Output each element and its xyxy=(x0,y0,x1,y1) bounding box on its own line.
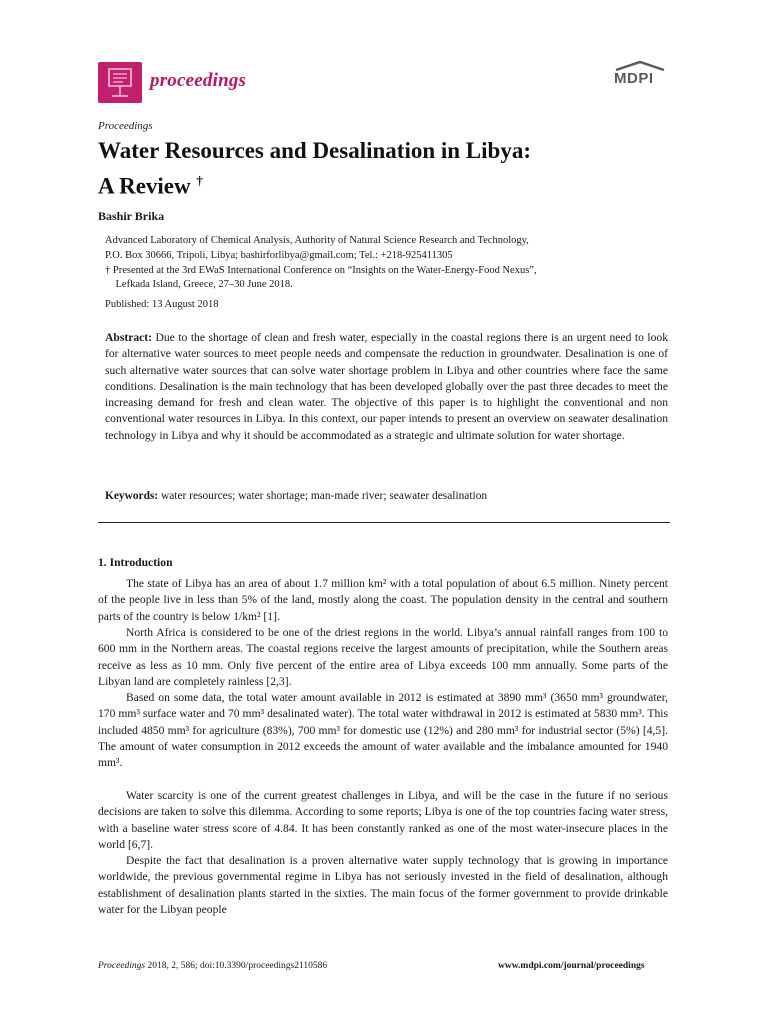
journal-logo xyxy=(98,62,142,103)
title-line-2: A Review xyxy=(98,173,191,199)
affiliation-line: Advanced Laboratory of Chemical Analysis, Authority of Natural Science Research and Technology, xyxy=(105,235,529,246)
article-type: Proceedings xyxy=(98,120,153,132)
section-title: 1. Introduction xyxy=(98,556,173,569)
published-date: Published: 13 August 2018 xyxy=(105,299,219,310)
abstract-text: Due to the shortage of clean and fresh water, especially in the coastal regions there is an urgent need to look for alternative water sources to meet people needs and compensate the reduction in groundwater. Desalination is one of such alternative water sources that can solve water shortage problem in Libya and other countries where face the same conditions. Desalination is the main technology that has been developed globally over the past three decades to meet the increasing demand for fresh and clean water. The objective of this paper is to highlight the conventional and non conventional water resources in Libya. In this context, our paper intends to present an overview on seawater desalination technology in Libya and why it should be accommodated as a strategic and ultimate solution for water shortage. xyxy=(105,331,668,442)
keywords-label: Keywords: xyxy=(105,490,159,502)
keywords-text: water resources; water shortage; man-made river; seawater desalination xyxy=(161,490,488,502)
keywords xyxy=(105,490,487,502)
footer-journal: Proceedings xyxy=(98,961,146,971)
body-paragraph: Despite the fact that desalination is a proven alternative water supply technology that is growing in importance worldwide, the previous governmental regime in Libya has not seriously invested in the field of desalination, although establishment of desalination plants started in the sixties. The main focus of the former government to provide drinkable water for the Libyan people xyxy=(98,854,668,916)
body-paragraph: Water scarcity is one of the current greatest challenges in Libya, and will be the case in the future if no serious decisions are taken to solve this dilemma. According to some reports; Libya is one of the top countries facing water stress, with a baseline water stress score of 4.84. It has been constantly ranked as one of the most water-insecure places in the world [6,7]. xyxy=(98,789,668,851)
presentation-note-line: Lefkada Island, Greece, 27–30 June 2018. xyxy=(105,279,293,290)
title-line-1: Water Resources and Desalination in Libya: xyxy=(98,138,531,163)
footer-citation xyxy=(98,961,327,971)
body-paragraph: North Africa is considered to be one of the driest regions in the world. Libya’s annual rainfall ranges from 100 to 600 mm in the Northern areas. The coastal regions receive the largest amounts of precipitation, while the Southern areas receive as less as 10 mm. Only five percent of the entire area of Libya exceeds 100 mm annually. Some parts of the Libyan land are completely rainless [2,3]. xyxy=(98,626,668,688)
journal-name: proceedings xyxy=(150,70,247,91)
publisher-name: MDPI xyxy=(614,70,654,87)
abstract xyxy=(105,330,668,444)
affiliation-contact-line: P.O. Box 30666, Tripoli, Libya; bashirforlibya@gmail.com; Tel.: +218-925411305 xyxy=(105,250,453,261)
author-name: Bashir Brika xyxy=(98,209,165,223)
presentation-note-line: † Presented at the 3rd EWaS International Conference on “Insights on the Water-Energy-Food Nexus”, xyxy=(105,265,537,276)
footer-citation-text: 2018, 2, 586; doi:10.3390/proceedings2110586 xyxy=(145,961,328,971)
lectern-icon xyxy=(98,62,142,103)
article-title xyxy=(98,136,658,202)
footer-url-link[interactable]: www.mdpi.com/journal/proceedings xyxy=(498,961,645,971)
abstract-label: Abstract: xyxy=(105,331,153,344)
title-footnote-mark: † xyxy=(196,173,203,188)
body-paragraph: Based on some data, the total water amount available in 2012 is estimated at 3890 mm³ (3650 mm³ groundwater, 170 mm³ surface water and 70 mm³ desalinated water). The total water withdrawal in 2012 is estimated at 5830 mm³. This included 4850 mm³ for agriculture (83%), 700 mm³ for domestic use (12%) and 280 mm³ for industrial sector (5%) [4,5]. The amount of water consumption in 2012 exceeds the amount of water available and the imbalance amounted for 1940 mm³. xyxy=(98,691,668,770)
body-paragraph: The state of Libya has an area of about 1.7 million km² with a total population of about 6.5 million. Ninety percent of the people live in less than 5% of the land, mostly along the coast. The population density in the central and southern parts of the country is below 1/km² [1]. xyxy=(98,577,668,623)
section-divider xyxy=(98,522,670,523)
